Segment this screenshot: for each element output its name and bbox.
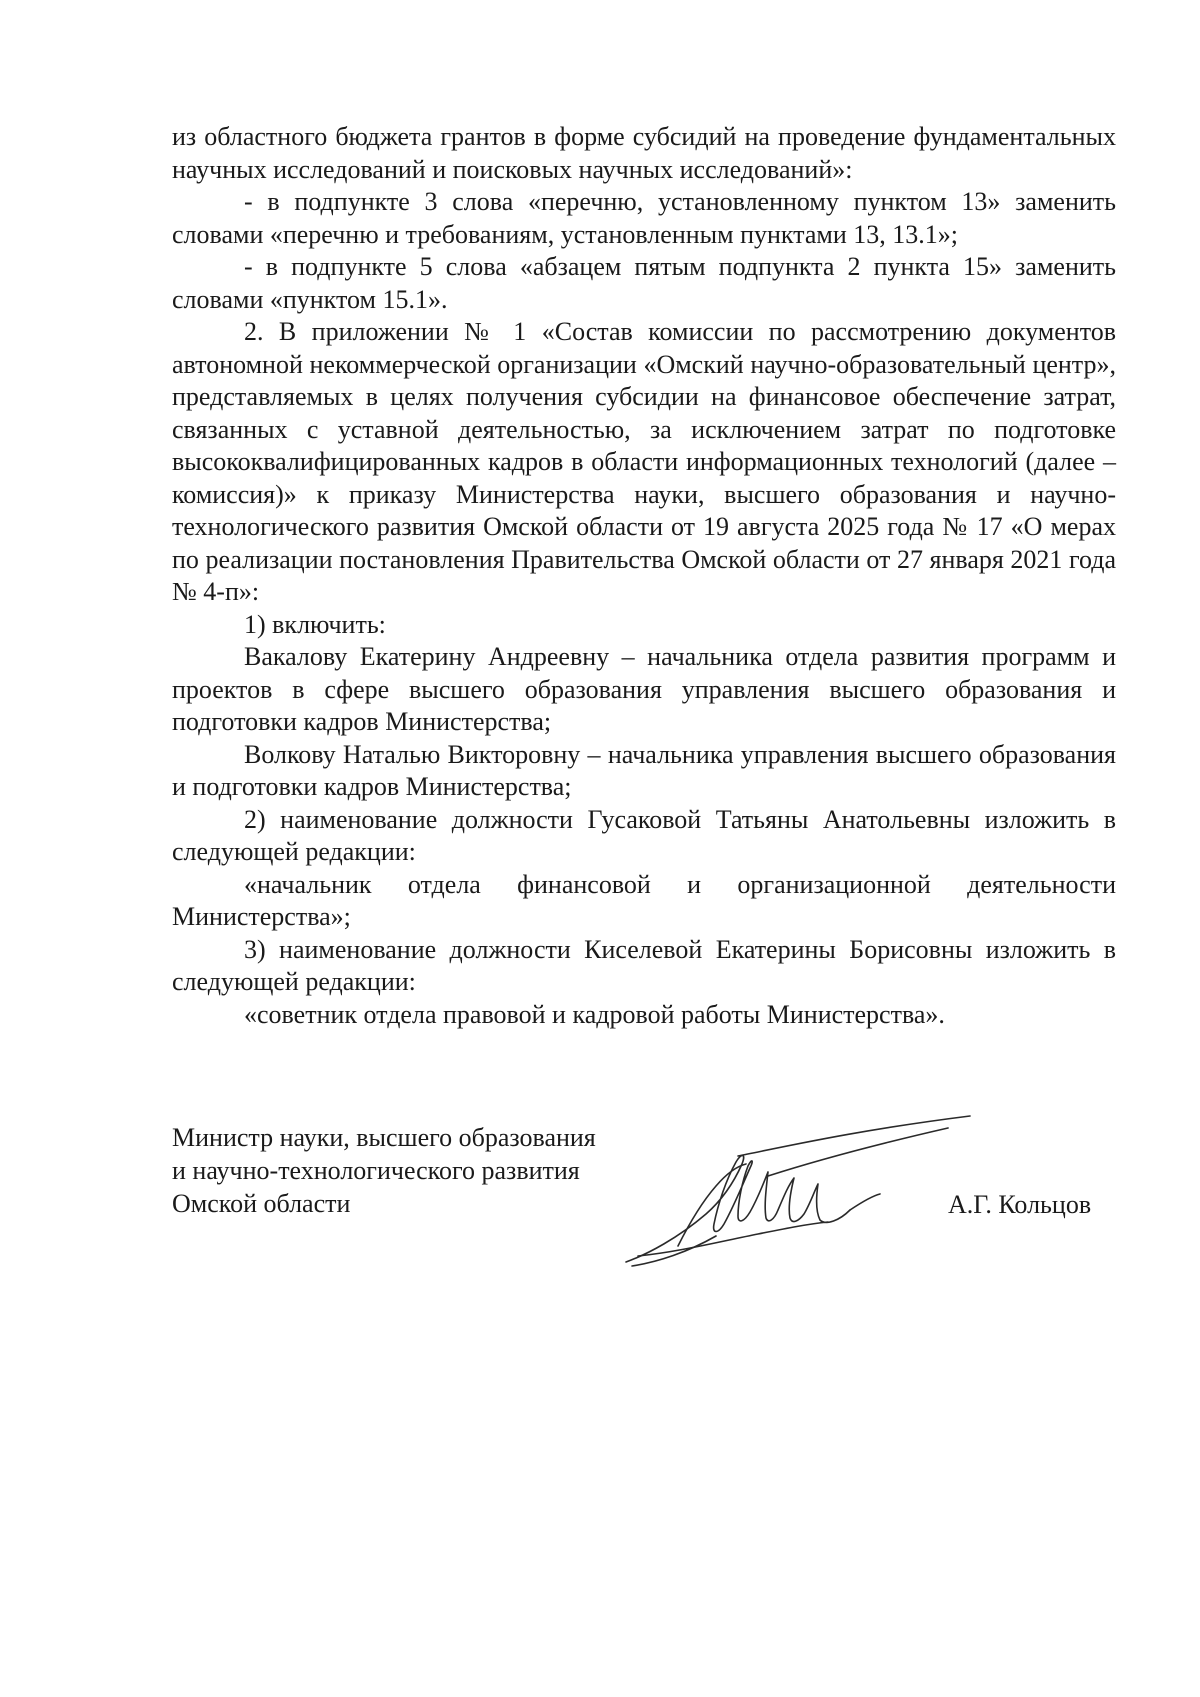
paragraph-gusakova-title: «начальник отдела финансовой и организационной деятельности Министерства»; xyxy=(172,869,1116,931)
paragraph-kiseleva-title: «советник отдела правовой и кадровой работы Министерства». xyxy=(244,999,945,1029)
paragraph-item-2: 2. В приложении № 1 «Состав комиссии по рассмотрению документов автономной некоммерческой организации «Омский научно-образовательный центр», представляемых в целях получения субсидии на финансовое обеспечение затрат, связанных с уставной деятельностью, за исключением затрат по подготовке высококвалифицированных кадров в области информационных технологий (далее – комиссия)» к приказу Министерства науки, высшего образования и научно-технологического развития Омской области от 19 августа 2025 года № 17 «О мерах по реализации постановления Правительства Омской области от 27 января 2021 года № 4-п»: xyxy=(172,317,1116,606)
paragraph-kiseleva: 3) наименование должности Киселевой Екатерины Борисовны изложить в следующей редакции: xyxy=(172,934,1116,996)
paragraph-subpoint-5: - в подпункте 5 слова «абзацем пятым подпункта 2 пункта 15» заменить словами «пунктом 15.1». xyxy=(172,252,1116,314)
signatory-title-line: Омской области xyxy=(172,1189,351,1218)
paragraph-volkova: Волкову Наталью Викторовну – начальника управления высшего образования и подготовки кадров Министерства; xyxy=(172,739,1116,801)
signatory-title-line: и научно-технологического развития xyxy=(172,1156,580,1185)
handwritten-signature xyxy=(618,1106,978,1281)
paragraph-gusakova: 2) наименование должности Гусаковой Татьяны Анатольевны изложить в следующей редакции: xyxy=(172,804,1116,866)
paragraph-include: 1) включить: xyxy=(244,609,386,639)
paragraph-continuation: из областного бюджета грантов в форме субсидий на проведение фундаментальных научных исследований и поисковых научных исследований»: xyxy=(172,122,1116,184)
paragraph-subpoint-3: - в подпункте 3 слова «перечню, установленному пунктом 13» заменить словами «перечню и требованиям, установленным пунктами 13, 13.1»; xyxy=(172,187,1116,249)
document-body xyxy=(172,121,1116,1031)
signatory-name: А.Г. Кольцов xyxy=(948,1190,1092,1219)
signatory-title-line: Министр науки, высшего образования xyxy=(172,1123,596,1152)
signatory-title xyxy=(172,1121,652,1220)
paragraph-vakalova: Вакалову Екатерину Андреевну – начальника отдела развития программ и проектов в сфере высшего образования управления высшего образования и подготовки кадров Министерства; xyxy=(172,642,1116,736)
